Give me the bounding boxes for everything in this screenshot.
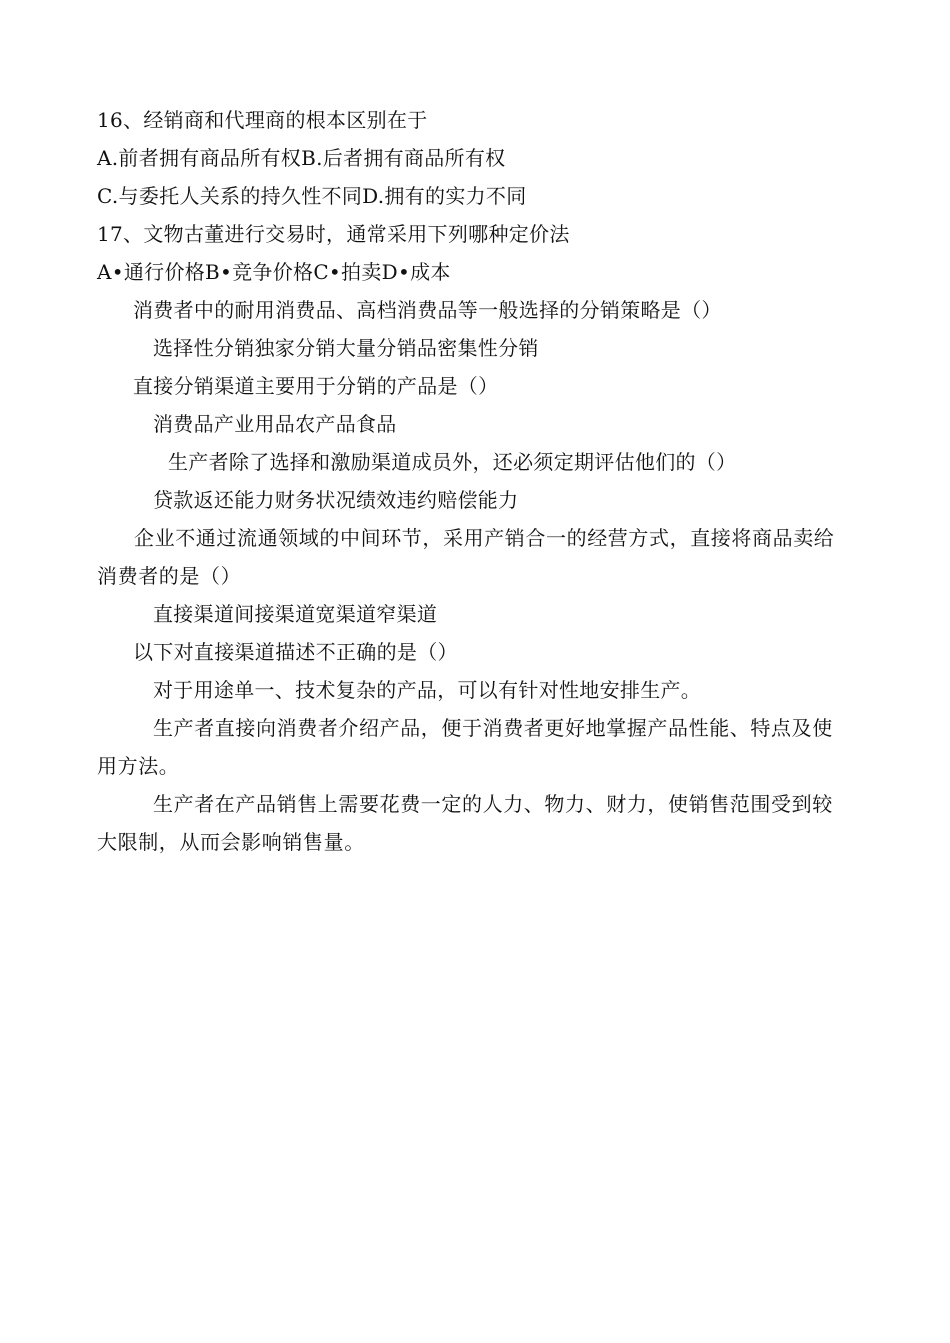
question-direct-sales-options: 直接渠道间接渠道宽渠道窄渠道 (153, 602, 438, 626)
question-distribution-strategy: 消费者中的耐用消费品、高档消费品等一般选择的分销策略是（） (133, 298, 722, 322)
question-channel-evaluation: 生产者除了选择和激励渠道成员外，还必须定期评估他们的（） (168, 450, 737, 474)
question-direct-channel-products-options: 消费品产业用品农产品食品 (153, 412, 397, 436)
option-producer-introduces: 生产者直接向消费者介绍产品，便于消费者更好地掌握产品性能、特点及使用方法。 (97, 716, 833, 778)
question-distribution-strategy-options: 选择性分销独家分销大量分销品密集性分销 (153, 336, 539, 360)
question-17-options: A•通行价格B•竞争价格C•拍卖D•成本 (97, 260, 451, 284)
option-producer-cost: 生产者在产品销售上需要花费一定的人力、物力、财力，使销售范围受到较大限制，从而会影响销售量。 (97, 792, 833, 854)
question-16: 16、经销商和代理商的根本区别在于 (97, 108, 428, 132)
option-single-use-products: 对于用途单一、技术复杂的产品，可以有针对性地安排生产。 (153, 678, 702, 702)
question-direct-sales: 企业不通过流通领域的中间环节，采用产销合一的经营方式，直接将商品卖给消费者的是（） (97, 526, 835, 588)
question-channel-evaluation-options: 贷款返还能力财务状况绩效违约赔偿能力 (153, 488, 519, 512)
question-direct-channel-products: 直接分销渠道主要用于分销的产品是（） (133, 374, 499, 398)
question-17: 17、文物古董进行交易时，通常采用下列哪种定价法 (97, 222, 570, 246)
question-16-options-ab: A.前者拥有商品所有权B.后者拥有商品所有权 (97, 146, 506, 170)
question-16-options-cd: C.与委托人关系的持久性不同D.拥有的实力不同 (97, 184, 527, 208)
question-direct-channel-incorrect: 以下对直接渠道描述不正确的是（） (133, 640, 458, 664)
